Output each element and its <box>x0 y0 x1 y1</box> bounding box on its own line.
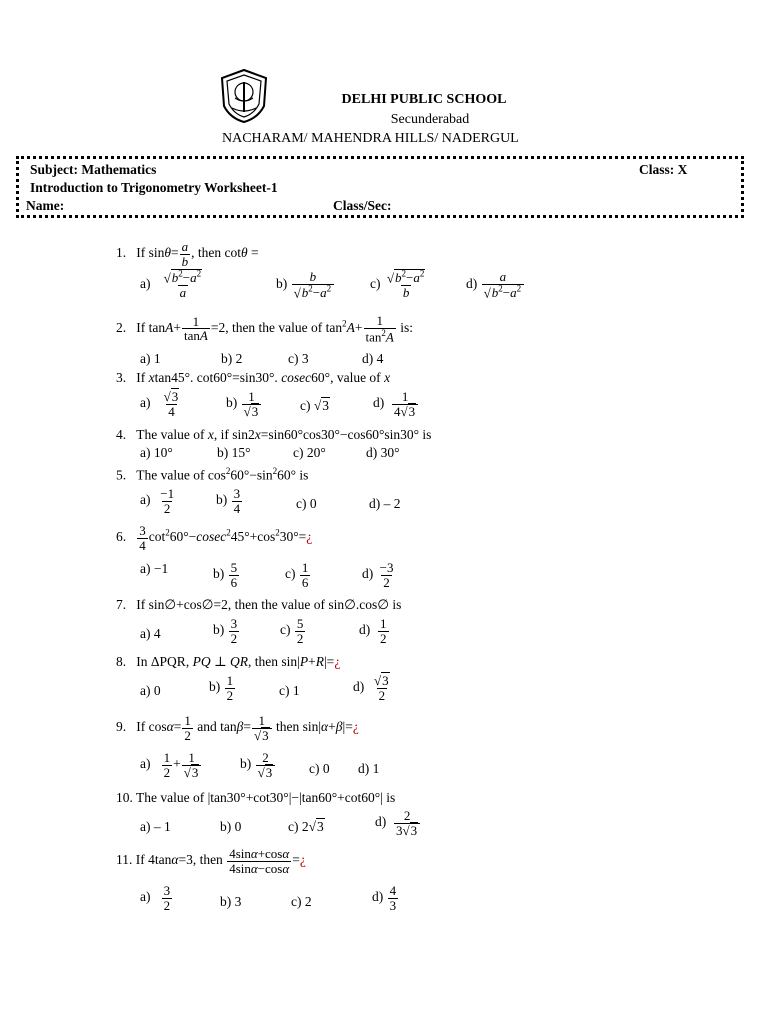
question-5: 5. The value of $\cos^260^\circ-\sin^260^\circ$ is <box>116 466 309 483</box>
q10-option-d: d) $\frac{2}{3√3}$ <box>375 809 421 837</box>
subject-label: Subject: Mathematics <box>30 162 157 177</box>
q2-option-c: c) 3 <box>288 351 309 366</box>
question-2: 2. If tanA+ $\frac{1}{\tan A}$ =2, then the value of $\tan^2A+$ $\frac{1}{\tan^2A}$ is: <box>116 313 414 344</box>
school-city: Secunderabad <box>390 112 470 127</box>
q2-option-a: a) 1 <box>140 351 161 366</box>
q3-option-d: d) $\frac{1}{4√3}$ <box>373 390 419 418</box>
question-1: 1. If sinθ= $\frac{a}{b}$ , then cotθ = <box>116 239 259 269</box>
q1-option-c: c) $\frac{√b^2-a^2}{b}$ <box>370 269 425 300</box>
q10-option-c: c) 2√3 <box>288 819 324 834</box>
q8-option-c: c) 1 <box>279 683 300 698</box>
question-3: 3. If xtan45°. cot60°=sin30°. cosec60°, value of x <box>116 370 391 385</box>
q11-option-b: b) 3 <box>220 894 242 909</box>
q1-option-b: b) $\frac{b}{√b^2-a^2}$ <box>276 270 335 300</box>
q2-option-d: d) 4 <box>362 351 384 366</box>
q4-option-c: c) 20° <box>293 445 326 460</box>
q7-option-c: c) $\frac{5}{2}$ <box>280 616 304 646</box>
q11-option-c: c) 2 <box>291 894 312 909</box>
name-field-label: Name: <box>26 198 65 213</box>
class-sec-field-label: Class/Sec: <box>333 198 392 213</box>
q6-option-d: d) $\frac{-3}{2}$ <box>362 560 394 590</box>
q11-option-a: a) $\frac{3}{2}$ <box>140 883 171 913</box>
q1-option-d: d) $\frac{a}{√b^2-a^2}$ <box>466 270 525 300</box>
q3-option-b: b) $\frac{1}{√3}$ <box>226 390 262 418</box>
q9-option-a: a) $\frac{1}{2}$ + $\frac{1}{√3}$ <box>140 751 202 779</box>
q9-option-d: d) 1 <box>358 761 380 776</box>
question-10: 10. The value of |tan30°+cot30°|−|tan60°+cot60°| is <box>116 790 396 805</box>
q6-option-b: b) $\frac{5}{6}$ <box>213 560 238 590</box>
q2-option-b: b) 2 <box>221 351 243 366</box>
q3-option-c: c) √3 <box>300 398 330 413</box>
school-branches: NACHARAM/ MAHENDRA HILLS/ NADERGUL <box>222 131 519 146</box>
q10-option-b: b) 0 <box>220 819 242 834</box>
q11-option-d: d) $\frac{4}{3}$ <box>372 883 397 913</box>
q1-option-a: a) $\frac{√b^2-a^2}{a}$ <box>140 269 202 300</box>
q4-option-b: b) 15° <box>217 445 251 460</box>
q9-option-b: b) $\frac{2}{√3}$ <box>240 751 276 779</box>
question-4: 4. The value of x, if sin2x=sin60°cos30°−cos60°sin30° is <box>116 427 432 442</box>
q7-option-a: a) 4 <box>140 626 161 641</box>
school-name: DELHI PUBLIC SCHOOL <box>341 92 507 107</box>
question-7: 7. If sin∅+cos∅=2, then the value of sin∅.cos∅ is <box>116 597 402 612</box>
q8-option-a: a) 0 <box>140 683 161 698</box>
q5-option-c: c) 0 <box>296 496 317 511</box>
q10-option-a: a) – 1 <box>140 819 171 834</box>
q7-option-b: b) $\frac{3}{2}$ <box>213 616 238 646</box>
q8-option-d: d) $\frac{√3}{2}$ <box>353 673 389 703</box>
q7-option-d: d) $\frac{1}{2}$ <box>359 616 387 646</box>
q6-option-c: c) $\frac{1}{6}$ <box>285 560 309 590</box>
q6-option-a: a) −1 <box>140 561 169 576</box>
question-8: 8. In ΔPQR, PQ ⊥ QR, then sin|P+R|=¿ <box>116 654 341 669</box>
question-9: 9. If cosα= $\frac{1}{2}$ and tanβ= $\frac{1}{√3}$ then sin|α+β|=¿ <box>116 713 359 743</box>
q4-option-a: a) 10° <box>140 445 173 460</box>
worksheet-title: Introduction to Trigonometry Worksheet-1 <box>30 180 278 195</box>
question-11: 11. If 4tanα=3, then $\frac{4\sin\alpha+\cos\alpha}{4\sin\alpha-\cos\alpha}$ =¿ <box>116 846 306 876</box>
q5-option-a: a) $\frac{-1}{2}$ <box>140 486 175 516</box>
q5-option-b: b) $\frac{3}{4}$ <box>216 486 241 516</box>
q9-option-c: c) 0 <box>309 761 330 776</box>
q5-option-d: d) – 2 <box>369 496 401 511</box>
q4-option-d: d) 30° <box>366 445 400 460</box>
q3-option-a: a) $\frac{√3}{4}$ <box>140 389 179 419</box>
q8-option-b: b) $\frac{1}{2}$ <box>209 673 234 703</box>
class-label: Class: X <box>639 162 688 177</box>
question-6: 6. $\frac{3}{4}$ $\cot^260^\circ-cosec^245^\circ+\cos^230^\circ=¿$ <box>116 523 313 553</box>
